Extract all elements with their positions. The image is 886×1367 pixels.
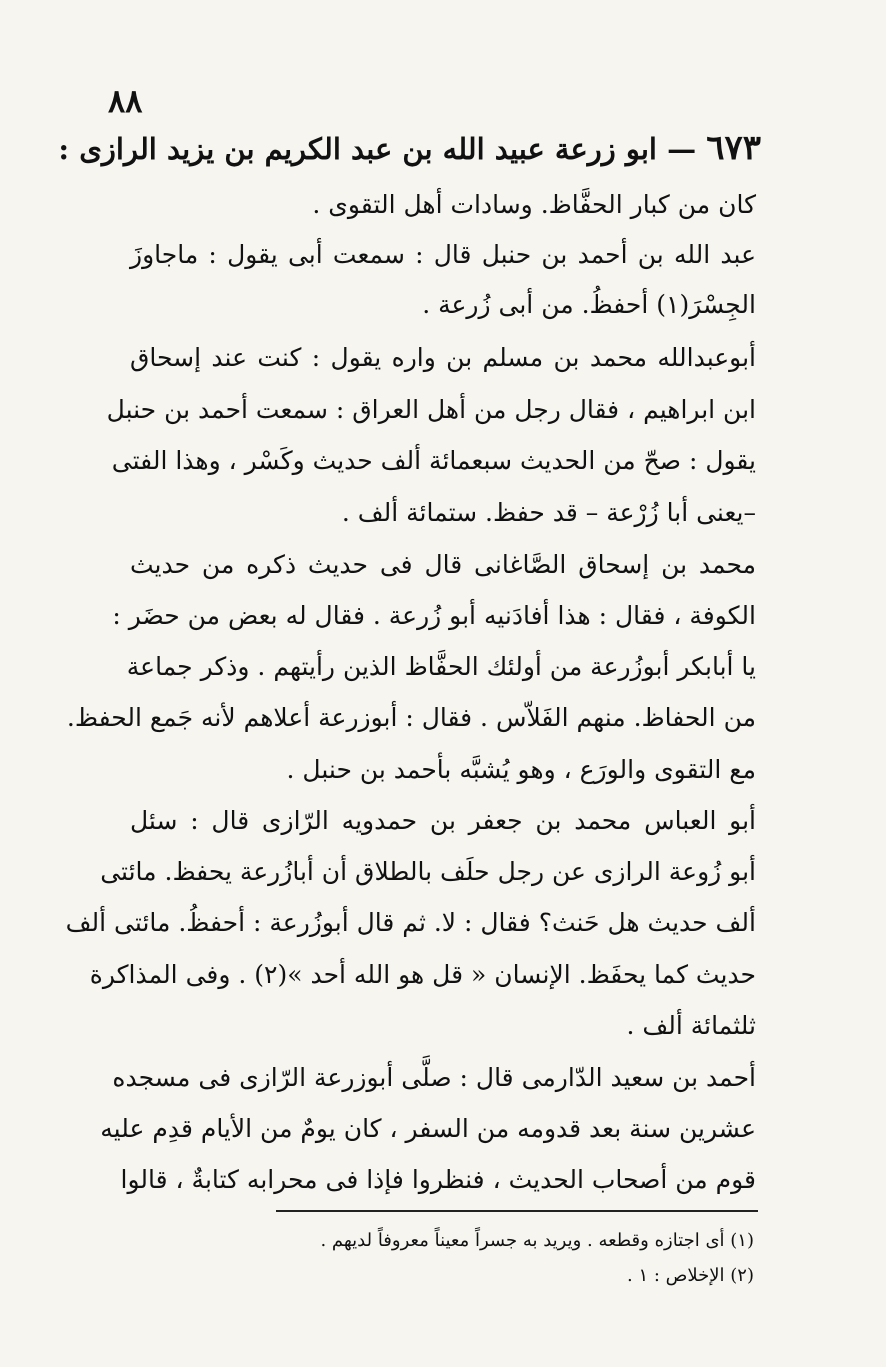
entry-heading [58, 128, 761, 168]
entry-number: ٦٧٣ [706, 128, 761, 168]
body-line: –يعنى أبا زُرْعة – قد حفظ. ستمائة ألف . [341, 498, 756, 527]
footnote-2: (٢) الإخلاص : ١ . [627, 1265, 754, 1286]
footnote-1: (١) أى اجتازه وقطعه . ويريد به جسراً معيناً معروفاً لديهم . [320, 1230, 754, 1251]
body-line: محمد بن إسحاق الصَّاغانى قال فى حديث ذكره من حديث [130, 550, 756, 579]
entry-dash: — [667, 132, 697, 166]
body-line: أحمد بن سعيد الدّارمى قال : صلَّى أبوزرعة الرّازى فى مسجده [112, 1063, 756, 1092]
body-line: أبوعبدالله محمد بن مسلم بن واره يقول : كنت عند إسحاق [130, 343, 756, 372]
body-line: يا أبابكر أبوزُرعة من أولئك الحفَّاظ الذين رأيتهم . وذكر جماعة [126, 652, 756, 681]
body-line: عبد الله بن أحمد بن حنبل قال : سمعت أبى يقول : ماجاوزَ [130, 240, 756, 269]
body-line: ألف حديث هل حَنث؟ فقال : لا. ثم قال أبوزُرعة : أحفظُ. مائتى ألف [65, 908, 756, 937]
body-line: أبو العباس محمد بن جعفر بن حمدويه الرّازى قال : سئل [130, 806, 756, 835]
body-line: ثلثمائة ألف . [626, 1011, 756, 1040]
body-line: الجِسْرَ(١) أحفظُ. من أبى زُرعة . [422, 290, 756, 319]
body-line: الكوفة ، فقال : هذا أفادَنيه أبو زُرعة . فقال له بعض من حضَر : [112, 601, 756, 630]
body-line: ابن ابراهيم ، فقال رجل من أهل العراق : سمعت أحمد بن حنبل [106, 395, 756, 424]
body-line: كان من كبار الحفَّاظ. وسادات أهل التقوى . [312, 190, 756, 219]
body-line: يقول : صحّ من الحديث سبعمائة ألف حديث وكَسْر ، وهذا الفتى [111, 446, 756, 475]
body-line: عشرين سنة بعد قدومه من السفر ، كان يومٌ من الأيام قدِم عليه [100, 1114, 756, 1143]
page-number: ٨٨ [108, 82, 143, 120]
body-line: مع التقوى والورَع ، وهو يُشبَّه بأحمد بن حنبل . [286, 755, 756, 784]
body-line: حديث كما يحفَظ. الإنسان « قل هو الله أحد »(٢) . وفى المذاكرة [89, 960, 756, 989]
footnote-divider [276, 1210, 758, 1212]
body-line: أبو زُوعة الرازى عن رجل حلَف بالطلاق أن أبازُرعة يحفظ. مائتى [100, 857, 756, 886]
body-line: قوم من أصحاب الحديث ، فنظروا فإذا فى محرابه كتابةٌ ، قالوا [120, 1165, 756, 1194]
entry-title: ابو زرعة عبيد الله بن عبد الكريم بن يزيد الرازى : [58, 132, 657, 166]
body-line: من الحفاظ. منهم الفَلاّس . فقال : أبوزرعة أعلاهم لأنه جَمع الحفظ. [66, 703, 756, 732]
